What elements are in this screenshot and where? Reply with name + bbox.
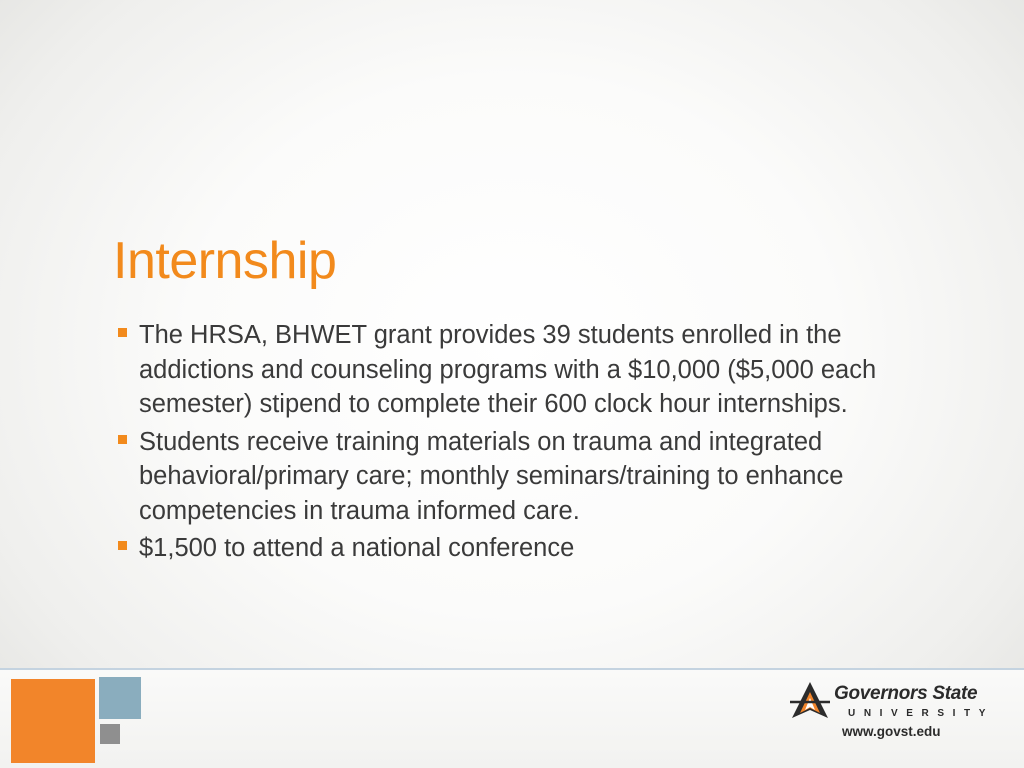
logo-name: Governors State <box>834 683 978 704</box>
bullet-text: $1,500 to attend a national conference <box>139 534 575 562</box>
bullet-item <box>114 318 914 422</box>
decorative-blue-square <box>99 677 141 719</box>
university-logo <box>790 680 995 750</box>
bullet-text: Students receive training materials on trauma and integrated behavioral/primary care; monthly seminars/training to enhance competencies in trauma informed care. <box>139 427 844 525</box>
logo-url: www.govst.edu <box>842 724 941 739</box>
logo-mark-icon <box>790 680 830 722</box>
bullet-square-icon <box>118 435 127 444</box>
decorative-orange-square <box>11 679 95 763</box>
bullet-item <box>114 531 914 566</box>
bullet-square-icon <box>118 328 127 337</box>
bullet-list <box>114 318 914 569</box>
bullet-square-icon <box>118 541 127 550</box>
decorative-gray-square <box>100 724 120 744</box>
footer-divider <box>0 668 1024 670</box>
bullet-item <box>114 425 914 529</box>
logo-subtitle: UNIVERSITY <box>848 708 995 719</box>
bullet-text: The HRSA, BHWET grant provides 39 students enrolled in the addictions and counseling programs with a $10,000 ($5,000 each semester) stipend to complete their 600 clock hour internships. <box>139 321 877 418</box>
slide-title: Internship <box>113 232 337 290</box>
